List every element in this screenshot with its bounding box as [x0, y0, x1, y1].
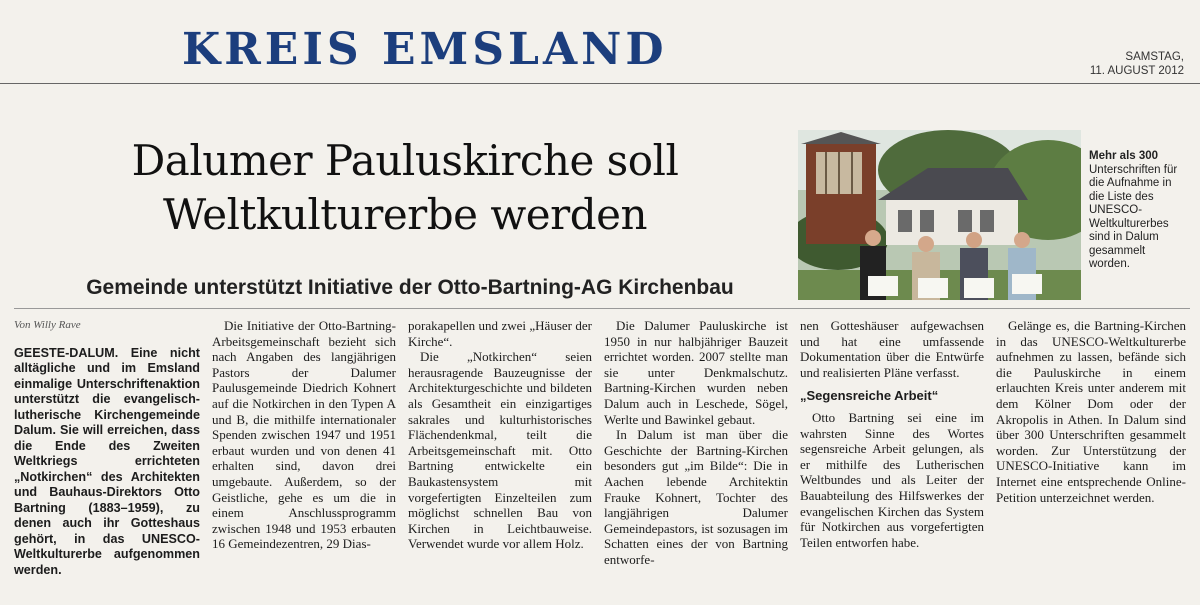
article-column-2	[212, 318, 396, 588]
caption-lead: Mehr als 300	[1089, 150, 1159, 162]
byline: Von Willy Rave	[14, 319, 81, 331]
publication-date-text: 11. AUGUST 2012	[1089, 65, 1184, 77]
subheadline-rule	[14, 308, 1190, 309]
lead-text: Eine nicht alltägliche und im Emsland einmalige Unterschriftenaktion unterstützt die evangelisch-lutherische Kirchengemeinde Dalum. Sie will erreichen, dass die Ende des Zweiten Weltkriegs errichteten „Notkirchen“ des Architekten und Bauhaus-Direktors Otto Bartning (1883–1959), zu denen auch ihr Gotteshaus gehört, in das UNESCO-Weltkulturerbe aufgenommen werden.	[14, 345, 200, 577]
paragraph: Die Dalumer Pauluskirche ist 1950 in nur halbjähriger Bauzeit errichtet worden. 2007 stellte man sie unter Denkmalschutz. Bartning-Kirchen wurden neben Dalum auch in Leschede, Sögel, Werlte und Bawinkel gebaut.	[604, 318, 788, 427]
headline-line-1: Dalumer Pauluskirche soll	[131, 136, 679, 185]
publication-day: SAMSTAG,	[1125, 51, 1184, 63]
church-photo	[798, 130, 1081, 300]
paragraph: In Dalum ist man über die Geschichte der Bartning-Kirchen besonders gut „im Bilde“: Die in Aachen lebende Architektin Frauke Kohnert, Tochter des langjährigen Dalumer Gemeindepastors, ist sozusagen im Schatten eines der von Bartning entworfe-	[604, 427, 788, 567]
article-column-3	[408, 318, 592, 588]
paragraph: Die Initiative der Otto-Bartning-Arbeitsgemeinschaft bezieht sich nach Angaben des langjährigen Pastors der Dalumer Paulusgemeinde Diedrich Kohnert auf die Notkirchen in den Typen A und B, die mithilfe internationaler Spenden zwischen 1947 und 1951 erbaut wurden und von denen 41 erhalten sind, davon drei umgebaute. Außerdem, so der Geistliche, gehe es um die in einem Anschlussprogramm zwischen 1948 und 1953 erbauten 16 Gemeindezentren, 29 Dias-	[212, 318, 396, 552]
publication-date	[1090, 50, 1184, 78]
paragraph: Gelänge es, die Bartning-Kirchen in das UNESCO-Weltkulturerbe aufnehmen zu lassen, befände sich die Pauluskirche in einem erlauchten Kreis unter anderem mit dem Kölner Dom oder der Akropolis in Athen. In Dalum sind über 300 Unterschriften gesammelt worden. Zur Unterstützung der UNESCO-Initiative kann im Internet eine entsprechende Online-Petition unterzeichnet werden.	[996, 318, 1186, 505]
article-column-1	[14, 318, 200, 588]
caption-text: Unterschriften für die Aufnahme in die Liste des UNESCO-Weltkulturerbes sind in Dalum gesammelt worden.	[1089, 163, 1178, 270]
paragraph: Die „Notkirchen“ seien herausragende Bauzeugnisse der Architekturgeschichte und bildeten als Gesamtheit ein einzigartiges sakrales und kulturhistorisches Flächendenkmal, teilt die Arbeitsgemeinschaft mit. Otto Bartning entwickelte ein Baukastensystem mit vorgefertigten Einzelteilen zum möglichst schnellen Bau von Kirchen in Leichtbauweise. Verwendet wurde vor allem Holz.	[408, 349, 592, 552]
article-column-4	[604, 318, 788, 588]
headline-line-2: Weltkulturerbe werden	[162, 190, 648, 239]
article-column-5	[800, 318, 984, 588]
lead-paragraph	[14, 346, 200, 579]
crosshead: „Segensreiche Arbeit“	[800, 388, 939, 404]
dateline: GEESTE-DALUM.	[14, 345, 119, 360]
paragraph: porakapellen und zwei „Häuser der Kirche“.	[408, 318, 592, 349]
headline	[20, 134, 790, 242]
article-column-6	[996, 318, 1186, 588]
church-photo-illustration	[798, 130, 1081, 300]
header-rule	[0, 83, 1200, 84]
paragraph: nen Gotteshäuser aufgewachsen und hat eine umfassende Dokumentation über die Entwürfe und realisierten Pläne verfasst.	[800, 318, 984, 380]
photo-caption	[1089, 150, 1189, 272]
subheadline: Gemeinde unterstützt Initiative der Otto-Bartning-AG Kirchenbau	[86, 276, 734, 299]
section-title: KREIS EMSLAND	[182, 24, 668, 75]
paragraph: Otto Bartning sei eine im wahrsten Sinne des Wortes segensreiche Arbeit gelungen, als er mithilfe des Lutherischen Weltbundes und als Leiter der Bauabteilung des Hilfswerkes der evangelischen Kirchen das System für Notkirchen aus vorgefertigten Teilen entworfen habe.	[800, 409, 984, 550]
